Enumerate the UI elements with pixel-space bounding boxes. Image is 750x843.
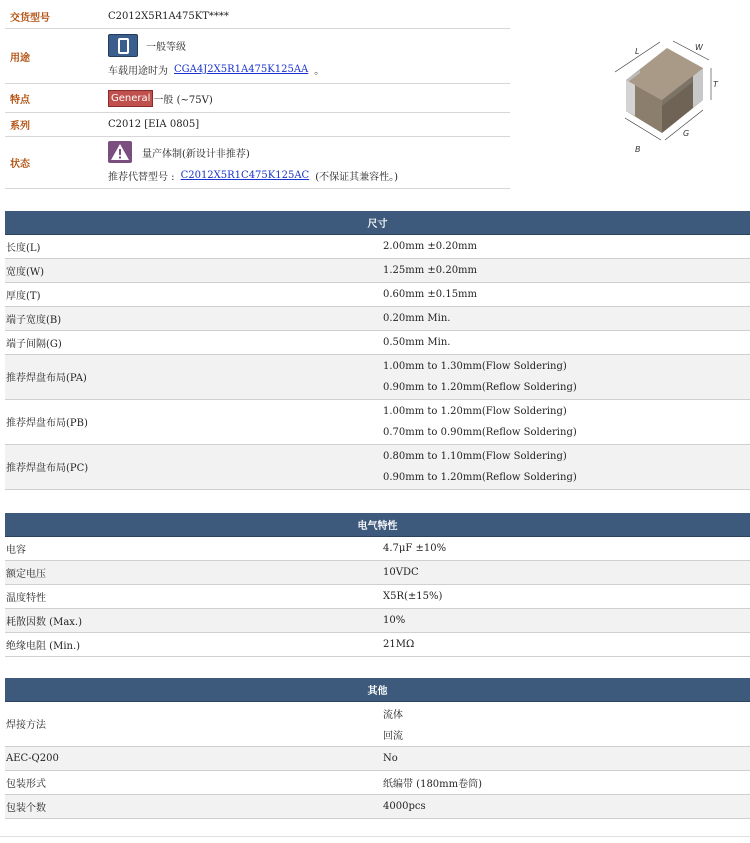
spec-row [5,354,750,399]
feature-row [5,84,510,113]
spec-value: X5R(±15%) [383,590,443,602]
spec-row [5,584,750,608]
spec-row [5,234,750,258]
status-text: 量产体制(新设计非推荐) [142,148,250,160]
spec-label: 厚度(T) [5,282,383,306]
chip-capacitor-image [605,38,725,156]
spec-label: 包装个数 [5,794,383,818]
application-text: 一般等级 [146,42,186,53]
series-value: C2012 [EIA 0805] [108,119,200,130]
diagram-label-g: G [683,129,690,138]
spec-value-cell [383,444,750,489]
part-number-label: 交货型号 [10,13,50,24]
spec-row [5,632,750,656]
warning-icon [108,141,132,163]
feature-text: 一般 (~75V) [153,94,213,106]
spec-value: 4.7μF ±10% [383,542,447,554]
spec-value: 0.90mm to 1.20mm(Reflow Soldering) [383,381,577,393]
spec-value-cell [383,794,750,818]
replacement-part-link[interactable]: C2012X5R1C475K125AC [180,170,310,181]
dimensions-table [5,211,750,490]
product-summary [5,5,510,189]
spec-row [5,560,750,584]
diagram-label-t: T [713,80,718,89]
spec-row [5,330,750,354]
status-row [5,137,510,189]
spec-value: 0.60mm ±0.15mm [383,288,478,300]
spec-value-cell [383,608,750,632]
part-number-value: C2012X5R1A475KT**** [108,11,229,22]
spec-value-cell [383,306,750,330]
electrical-section-header: 电气特性 [5,513,750,536]
replacement-suffix: (不保证其兼容性。) [315,172,399,183]
spec-value: 0.70mm to 0.90mm(Reflow Soldering) [383,426,577,438]
spec-label: 推荐焊盘布局(PA) [5,354,383,399]
spec-value-cell [383,632,750,656]
spec-value-cell [383,701,750,746]
spec-value: 流体 [383,709,403,721]
spec-label: 耗散因数 (Max.) [5,608,383,632]
dimensions-section-header: 尺寸 [5,211,750,234]
page-bottom-divider [0,836,750,837]
smartphone-icon [108,34,138,57]
spec-value: No [383,752,398,764]
spec-row [5,770,750,794]
spec-value: 2.00mm ±0.20mm [383,240,478,252]
feature-label: 特点 [10,94,30,106]
spec-label: 端子间隔(G) [5,330,383,354]
spec-row [5,282,750,306]
spec-value: 1.00mm to 1.30mm(Flow Soldering) [383,360,567,372]
spec-row [5,746,750,770]
automotive-suffix: 。 [314,66,325,77]
spec-row [5,399,750,444]
automotive-prefix: 车载用途时为 [108,66,168,77]
diagram-label-w: W [695,43,703,52]
part-number-row [5,5,510,29]
spec-label: 长度(L) [5,234,383,258]
spec-value: 0.80mm to 1.10mm(Flow Soldering) [383,450,567,462]
spec-row [5,608,750,632]
spec-value-cell [383,282,750,306]
spec-row [5,794,750,818]
application-row [5,29,510,84]
spec-value: 1.00mm to 1.20mm(Flow Soldering) [383,405,567,417]
automotive-part-link[interactable]: CGA4J2X5R1A475K125AA [174,64,309,75]
spec-value: 0.90mm to 1.20mm(Reflow Soldering) [383,471,577,483]
spec-value: 21MΩ [383,638,415,650]
spec-value: 10% [383,614,406,626]
spec-value-cell [383,560,750,584]
spec-value-cell [383,354,750,399]
spec-row [5,306,750,330]
series-label: 系列 [10,121,30,132]
application-label: 用途 [10,52,30,64]
spec-label: AEC-Q200 [5,746,383,770]
spec-row [5,701,750,746]
diagram-label-l: L [635,47,640,56]
spec-label: 绝缘电阻 (Min.) [5,632,383,656]
spec-value-cell [383,330,750,354]
spec-label: 额定电压 [5,560,383,584]
spec-value: 纸编带 (180mm卷筒) [383,778,483,790]
spec-value-cell [383,746,750,770]
general-badge: General [108,90,153,107]
spec-value-cell [383,584,750,608]
spec-value: 回流 [383,730,403,742]
spec-value-cell [383,258,750,282]
electrical-table [5,513,750,657]
spec-value-cell [383,234,750,258]
spec-label: 电容 [5,536,383,560]
spec-value: 0.50mm Min. [383,336,451,348]
spec-value: 10VDC [383,566,419,578]
replacement-prefix: 推荐代替型号 : [108,172,175,183]
spec-label: 推荐焊盘布局(PB) [5,399,383,444]
spec-value-cell [383,399,750,444]
spec-label: 推荐焊盘布局(PC) [5,444,383,489]
status-label: 状态 [10,159,30,170]
diagram-label-b: B [635,145,641,154]
series-row [5,113,510,137]
spec-value: 1.25mm ±0.20mm [383,264,478,276]
spec-row [5,536,750,560]
spec-row [5,444,750,489]
spec-value: 0.20mm Min. [383,312,451,324]
spec-label: 宽度(W) [5,258,383,282]
other-section-header: 其他 [5,678,750,701]
spec-label: 包装形式 [5,770,383,794]
spec-value-cell [383,770,750,794]
spec-value-cell [383,536,750,560]
spec-value: 4000pcs [383,800,426,812]
other-table [5,678,750,819]
spec-label: 焊接方法 [5,701,383,746]
spec-label: 端子宽度(B) [5,306,383,330]
spec-label: 温度特性 [5,584,383,608]
spec-row [5,258,750,282]
